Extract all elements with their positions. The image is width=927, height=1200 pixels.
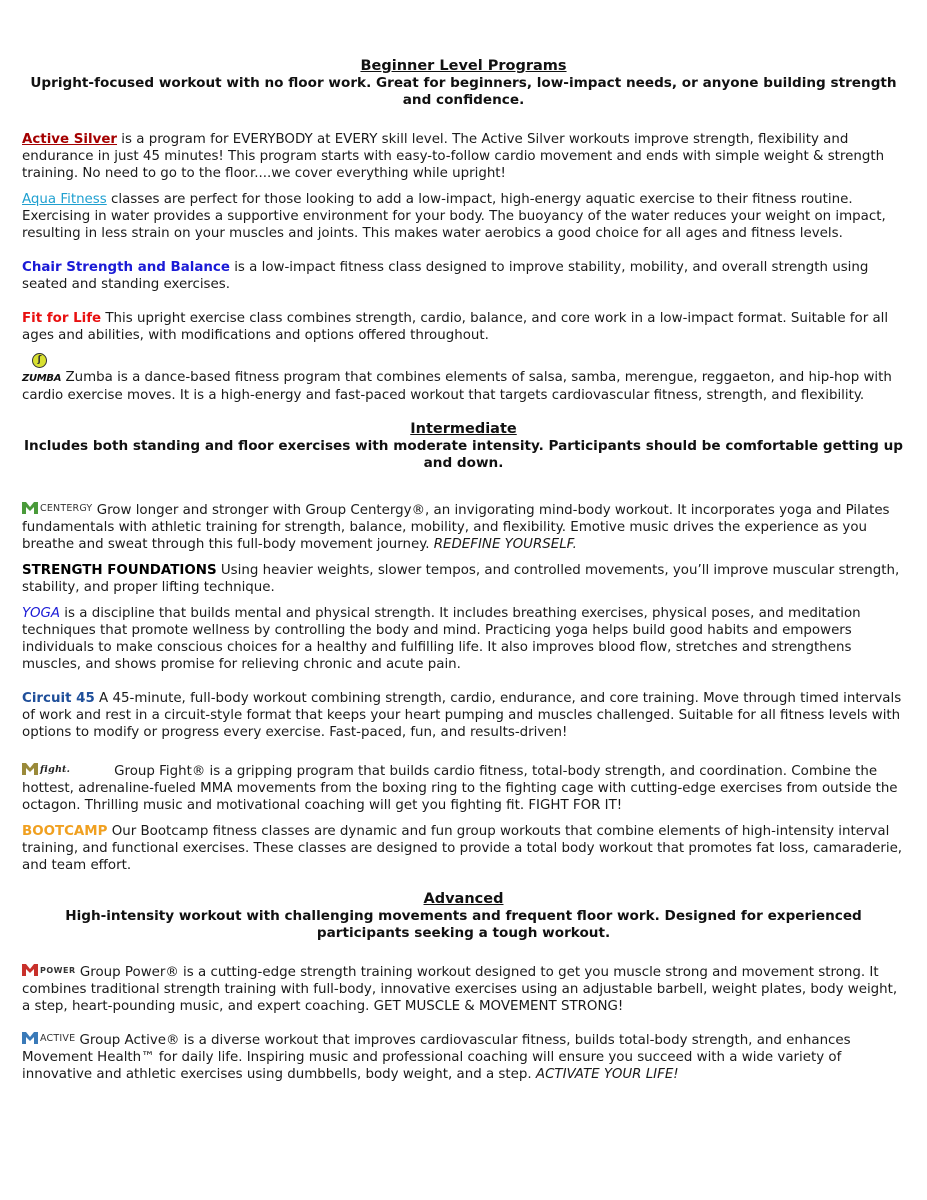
- fight-logo: [22, 763, 70, 775]
- program-active: [22, 1032, 905, 1083]
- fight-wordmark: fight.: [40, 764, 71, 775]
- program-circuit-45: [22, 690, 905, 741]
- zumba-wordmark: ZUMBA: [22, 373, 62, 384]
- power-description: Group Power® is a cutting-edge strength training workout designed to get you muscle strong and movement strong. It combines traditional strength training with full-body, innovative exercises using an adjustable barbell, weight plates, body weight, a step, heart-pounding music, and expert coaching. GET MUSCLE & MOVEMENT STRONG!: [22, 965, 898, 1014]
- program-bootcamp: [22, 823, 905, 874]
- section-title-beginner: Beginner Level Programs: [360, 58, 567, 74]
- yoga-description: is a discipline that builds mental and physical strength. It includes breathing exercises, physical poses, and meditation techniques that promote wellness by controlling the body and mind. Practicing yoga helps build good habits and empowers individuals to make conscious choices for a healthy and fulfilling life. It also improves blood flow, stretches and strengthens muscles, and shows promise for relieving chronic and acute pain.: [22, 606, 861, 672]
- yoga-name: YOGA: [22, 606, 61, 621]
- centergy-tagline: REDEFINE YOURSELF.: [433, 537, 577, 552]
- program-yoga: [22, 605, 905, 673]
- active-description: Group Active® is a diverse workout that improves cardiovascular fitness, builds total-body strength, and enhances Movement Health™ for daily life. Inspiring music and professional coaching will ensure you succeed with a wide variety of innovative and athletic exercises using dumbbells, body weight, and a step.: [22, 1033, 851, 1082]
- section-subtitle-intermediate: Includes both standing and floor exercises with moderate intensity. Participants should be comfortable getting up and down.: [23, 438, 904, 471]
- power-wordmark: POWER: [40, 966, 76, 975]
- program-fight: [22, 763, 905, 814]
- active-silver-description: is a program for EVERYBODY at EVERY skill level. The Active Silver workouts improve strength, flexibility and endurance in just 45 minutes! This program starts with easy-to-follow cardio movement and ends with simple weight & strength training. No need to go to the floor....we cover everything while upright!: [22, 132, 885, 181]
- strength-foundations-description: Using heavier weights, slower tempos, and controlled movements, you’ll improve muscular strength, stability, and proper lifting technique.: [22, 563, 900, 595]
- m-logo-gold-icon: [22, 763, 38, 775]
- section-subtitle-beginner: Upright-focused workout with no floor work. Great for beginners, low-impact needs, or anyone building strength and confidence.: [30, 75, 897, 108]
- bootcamp-name: BOOTCAMP: [22, 824, 108, 839]
- zumba-ball-icon: ʃ: [32, 353, 47, 368]
- program-active-silver: [22, 131, 905, 182]
- centergy-description: Grow longer and stronger with Group Centergy®, an invigorating mind-body workout. It incorporates yoga and Pilates fundamentals with athletic training for strength, balance, mobility, and flexibility. Emotive music drives the experience as you breathe and sweat through this full-body movement journey.: [22, 503, 890, 552]
- program-centergy: [22, 502, 905, 553]
- program-fit-for-life: [22, 310, 905, 344]
- program-chair-strength: [22, 259, 905, 293]
- fight-description: Group Fight® is a gripping program that builds cardio fitness, total-body strength, and coordination. Combine the hottest, adrenaline-fueled MMA movements from the boxing ring to the fighting cage with cutting-edge exercises from outside the octagon. Thrilling music and motivational coaching will get you fighting fit. FIGHT FOR IT!: [22, 764, 898, 813]
- m-logo-blue-icon: [22, 1032, 38, 1044]
- circuit-45-description: A 45-minute, full-body workout combining strength, cardio, endurance, and core training. Move through timed intervals of work and rest in a circuit-style format that keeps your heart pumping and muscles challenged. Suitable for all fitness levels with options to modify or progress every exercise. Fast-paced, fun, and results-driven!: [22, 691, 902, 740]
- active-tagline: ACTIVATE YOUR LIFE!: [535, 1067, 679, 1082]
- program-strength-foundations: [22, 562, 905, 596]
- aqua-fitness-link[interactable]: Aqua Fitness: [22, 192, 107, 207]
- fit-for-life-name: Fit for Life: [22, 311, 102, 326]
- section-title-intermediate: Intermediate: [410, 421, 517, 437]
- bootcamp-description: Our Bootcamp fitness classes are dynamic and fun group workouts that combine elements of high-intensity interval training, and functional exercises. These classes are designed to provide a total body workout that promotes fat loss, camaraderie, and team effort.: [22, 824, 903, 873]
- section-subtitle-advanced: High-intensity workout with challenging movements and frequent floor work. Designed for experienced participants seeking a tough workout.: [65, 908, 862, 941]
- power-logo: [22, 964, 76, 976]
- fit-for-life-description: This upright exercise class combines strength, cardio, balance, and core work in a low-impact format. Suitable for all ages and abilities, with modifications and options offered throughout.: [22, 311, 889, 343]
- zumba-description: Zumba is a dance-based fitness program that combines elements of salsa, samba, merengue, reggaeton, and hip-hop with cardio exercise moves. It is a high-energy and fast-paced workout that targets cardiovascular fitness, strength, and flexibility.: [22, 370, 892, 403]
- strength-foundations-name: STRENGTH FOUNDATIONS: [22, 563, 217, 578]
- program-power: [22, 964, 905, 1015]
- active-silver-link[interactable]: Active Silver: [22, 132, 118, 147]
- section-title-advanced: Advanced: [423, 891, 504, 907]
- program-aqua-fitness: [22, 191, 905, 242]
- circuit-45-name: Circuit 45: [22, 691, 95, 706]
- m-logo-green-icon: [22, 502, 38, 514]
- program-zumba: [22, 353, 905, 404]
- m-logo-red-icon: [22, 964, 38, 976]
- centergy-wordmark: CENTERGY: [40, 503, 93, 514]
- centergy-logo: [22, 502, 92, 514]
- chair-strength-name: Chair Strength and Balance: [22, 260, 230, 275]
- active-wordmark: ACTIVE: [40, 1033, 76, 1044]
- active-logo: [22, 1032, 75, 1044]
- chair-strength-description: is a low-impact fitness class designed to improve stability, mobility, and overall strength using seated and standing exercises.: [22, 260, 869, 292]
- zumba-logo: [22, 353, 61, 387]
- aqua-fitness-description: classes are perfect for those looking to add a low-impact, high-energy aquatic exercise to their fitness routine. Exercising in water provides a supportive environment for your body. The buoyancy of the water reduces your weight on impact, resulting in less strain on your muscles and joints. This makes water aerobics a good choice for all ages and fitness levels.: [22, 192, 886, 241]
